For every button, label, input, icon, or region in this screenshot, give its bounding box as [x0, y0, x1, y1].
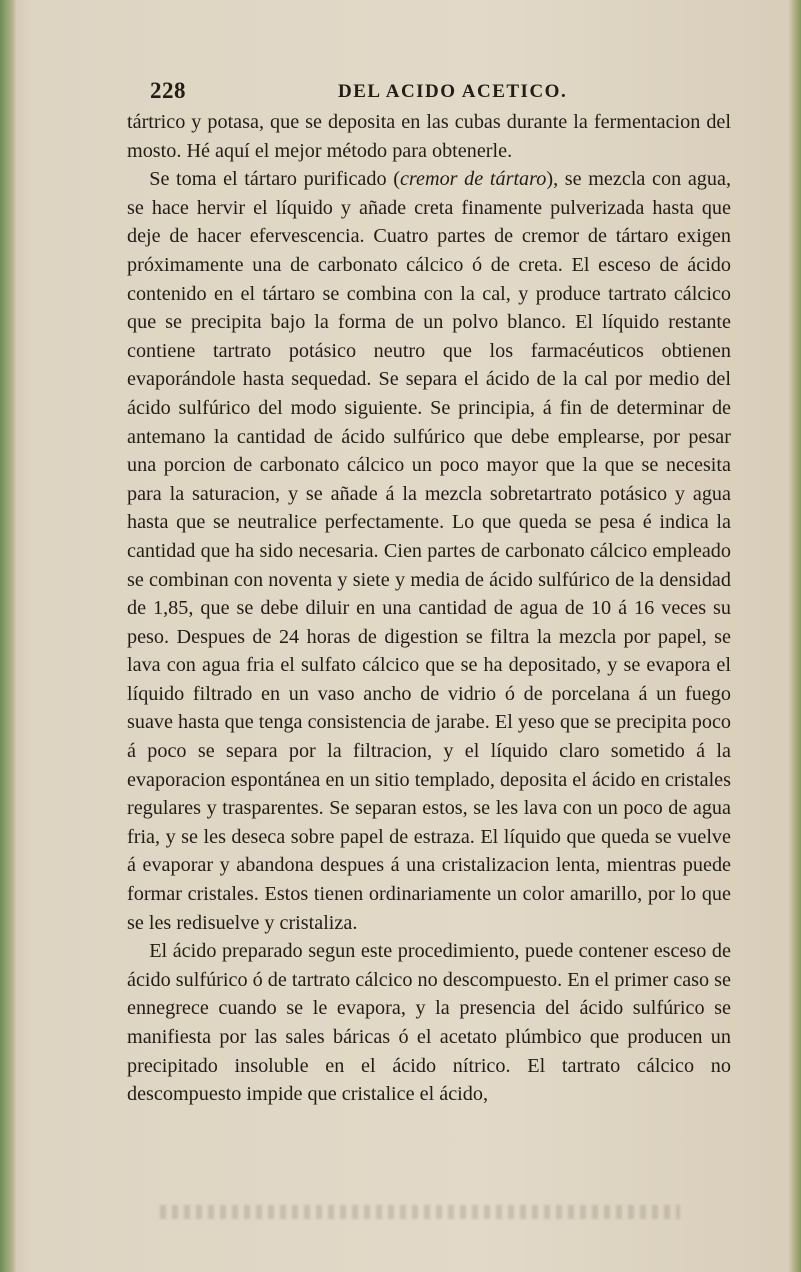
running-head: DEL ACIDO ACETICO.: [338, 81, 568, 102]
paragraph-2-text-start: Se toma el tártaro purificado (: [149, 168, 400, 191]
body-text: [127, 108, 731, 1109]
binding-gutter: [0, 0, 16, 1272]
page-header: [150, 78, 710, 108]
paragraph-2-text-rest: ), se mezcla con agua, se hace hervir el líquido y añade creta finamente pulverizada hasta que deje de hacer efervescencia. Cuatro partes de cremor de tártaro exigen próximamente una de carbonato cálcico ó de creta. El esceso de ácido contenido en el tártaro se combina con la cal, y produce tartrato cálcico que se precipita bajo la forma de un polvo blanco. El líquido restante contiene tartrato potásico neutro que los farmacéuticos obtienen evaporándole hasta sequedad. Se separa el ácido de la cal por medio del ácido sulfúrico del modo siguiente. Se principia, á fin de determinar de antemano la cantidad de ácido sulfúrico que debe emplearse, por pesar una porcion de carbonato cálcico un poco mayor que la que se necesita para la saturacion, y se añade á la mezcla sobretartrato potásico y agua hasta que se neutralice perfectamente. Lo que queda se pesa é indica la cantidad que ha sido necesaria. Cien partes de carbonato cálcico empleado se combinan con noventa y siete y media de ácido sulfúrico de la densidad de 1,85, que se debe diluir en una cantidad de agua de 10 á 16 veces su peso. Despues de 24 horas de digestion se filtra la mezcla por papel, se lava con agua fria el sulfato cálcico que se ha depositado, y se evapora el líquido filtrado en un vaso ancho de vidrio ó de porcelana á un fuego suave hasta que tenga consistencia de jarabe. El yeso que se precipita poco á poco se separa por la filtracion, y el líquido claro sometido á la evaporacion espontánea en un sitio templado, deposita el ácido en cristales regulares y trasparentes. Se separan estos, se les lava con un poco de agua fria, y se les deseca sobre papel de estraza. El líquido que queda se vuelve á evaporar y abandona despues á una cristalizacion lenta, mientras puede formar cristales. Estos tienen ordinariamente un color amarillo, por lo que se les redisuelve y cristaliza.: [127, 168, 731, 934]
page-number: 228: [150, 78, 186, 103]
page-edge: [789, 0, 801, 1272]
paragraph-2-italic-term: cremor de tártaro: [399, 168, 547, 191]
paragraph-3: [127, 937, 731, 1109]
paragraph-3-text: El ácido preparado segun este procedimiento, puede contener esceso de ácido sulfúrico ó de tartrato cálcico no descompuesto. En el primer caso se ennegrece cuando se le evapora, y la presencia del ácido sulfúrico se manifiesta por las sales báricas ó el acetato plúmbico que producen un precipitado insoluble en el ácido nítrico. El tartrato cálcico no descompuesto impide que cristalice el ácido,: [127, 940, 731, 1106]
paragraph-2: [127, 165, 731, 937]
paragraph-1: [127, 108, 731, 165]
paragraph-1-text: tártrico y potasa, que se deposita en las cubas durante la fermentacion del mosto. Hé aquí el mejor método para obtenerle.: [127, 111, 731, 162]
show-through-text: [160, 1205, 680, 1219]
